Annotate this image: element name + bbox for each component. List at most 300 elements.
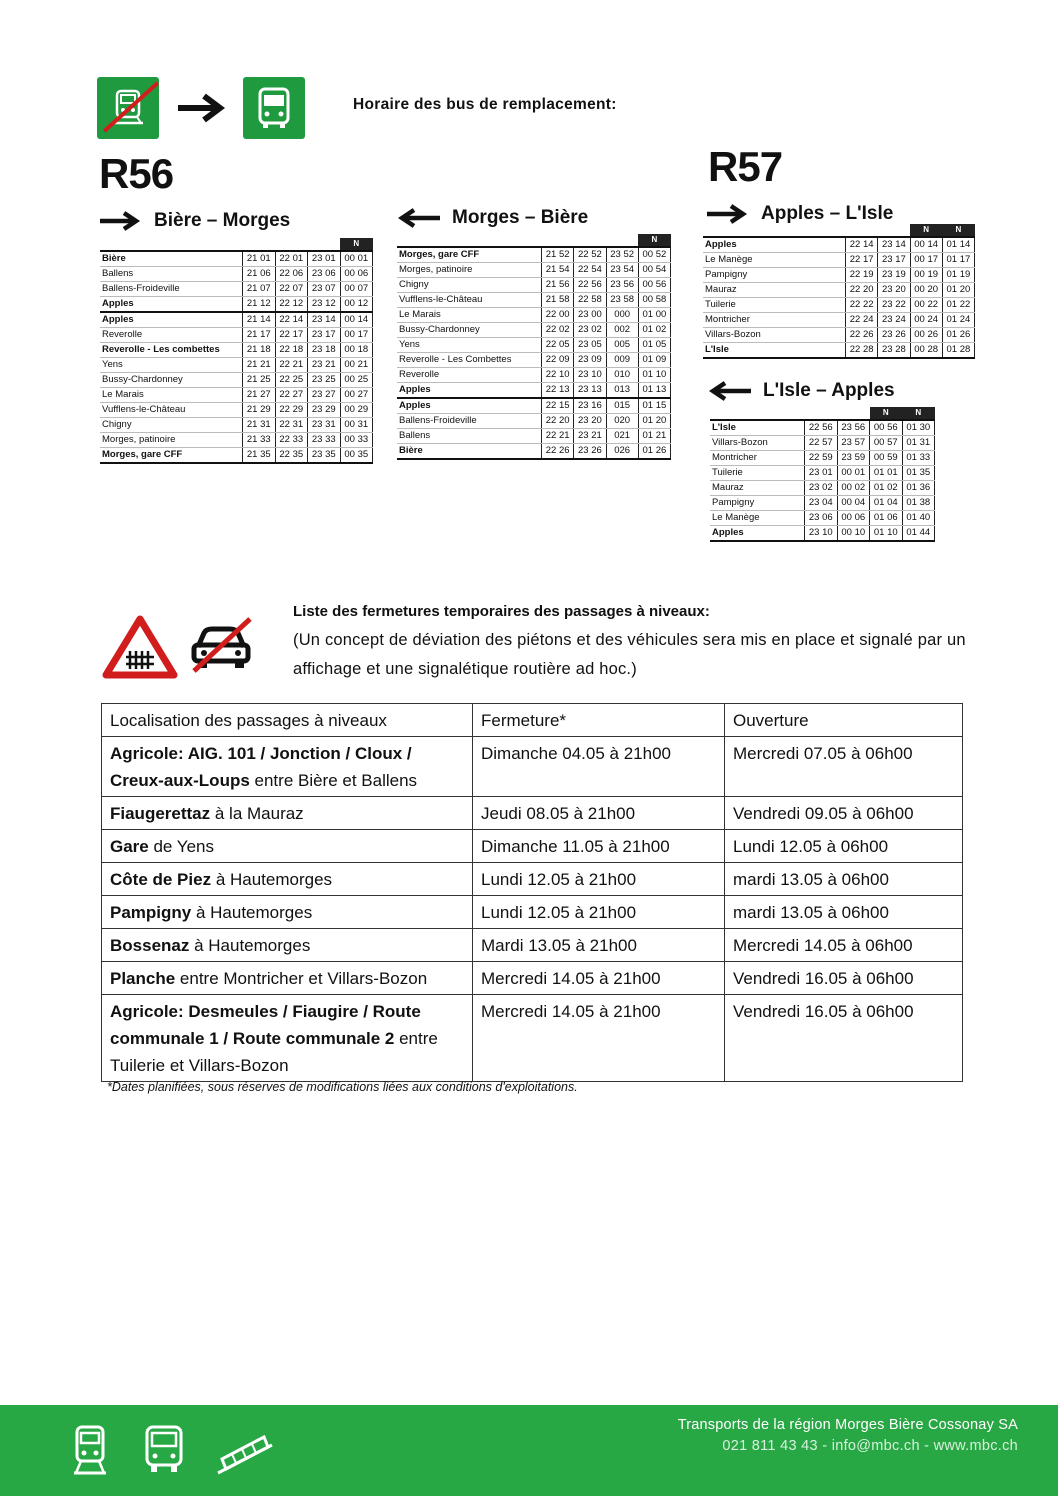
departure-time: 22 33	[275, 433, 308, 448]
departure-time: 22 20	[542, 414, 574, 429]
departure-time: 23 17	[878, 253, 910, 268]
departure-time: 22 35	[275, 448, 308, 464]
stop-name: Yens	[397, 338, 542, 353]
location-cell	[102, 863, 473, 896]
night-service-badge: N	[942, 224, 974, 237]
departure-time: 000	[606, 308, 638, 323]
stop-name: Mauraz	[703, 283, 846, 298]
timetable-row	[100, 388, 373, 403]
timetable-row	[397, 293, 671, 308]
night-service-badge: N	[902, 407, 935, 420]
departure-time: 00 35	[340, 448, 373, 464]
departure-time: 22 01	[275, 251, 308, 267]
departure-time: 013	[606, 383, 638, 399]
departure-time: 22 19	[846, 268, 878, 283]
closures-note: (Un concept de déviation des piétons et des véhicules sera mis en place et signalé par un affichage et une signalétique routière ad hoc.)	[293, 631, 966, 678]
stop-name: Morges, gare CFF	[100, 448, 243, 464]
location-cell	[102, 896, 473, 929]
departure-time: 22 00	[542, 308, 574, 323]
stop-name: Reverolle - Les combettes	[100, 343, 243, 358]
timetable-row	[397, 278, 671, 293]
timetable-row	[100, 373, 373, 388]
departure-time: 01 36	[902, 481, 935, 496]
closing-date: Mardi 13.05 à 21h00	[473, 929, 725, 962]
departure-time: 00 14	[910, 237, 942, 253]
timetable-row	[710, 466, 935, 481]
night-label-row	[100, 238, 373, 251]
departure-time: 22 27	[275, 388, 308, 403]
departure-time: 00 54	[638, 263, 670, 278]
closing-date: Dimanche 11.05 à 21h00	[473, 830, 725, 863]
opening-date: Vendredi 16.05 à 06h00	[725, 995, 963, 1082]
footer-contact: 021 811 43 43 - info@mbc.ch - www.mbc.ch	[722, 1438, 1018, 1454]
departure-time: 22 21	[542, 429, 574, 444]
departure-time: 01 01	[870, 466, 903, 481]
header-spacer	[837, 407, 870, 420]
departure-time: 22 25	[275, 373, 308, 388]
departure-time: 23 13	[574, 383, 606, 399]
departure-time: 23 29	[308, 403, 341, 418]
night-service-badge: N	[870, 407, 903, 420]
location-name: Agricole: Desmeules / Fiaugire / Route communale 1 / Route communale 2	[110, 1002, 421, 1048]
timetable-row	[397, 383, 671, 399]
stop-name: Morges, patinoire	[397, 263, 542, 278]
departure-time: 00 56	[870, 420, 903, 436]
location-detail: à Hautemorges	[211, 870, 333, 889]
departure-time: 22 06	[275, 267, 308, 282]
night-label-row	[703, 224, 975, 237]
departure-time: 21 21	[243, 358, 276, 373]
departure-time: 23 04	[805, 496, 838, 511]
departure-time: 23 01	[308, 251, 341, 267]
departure-time: 23 33	[308, 433, 341, 448]
direction-title-r56-out	[100, 210, 290, 232]
stop-name: Apples	[100, 297, 243, 313]
departure-time: 01 21	[638, 429, 670, 444]
departure-time: 23 18	[308, 343, 341, 358]
departure-time: 020	[606, 414, 638, 429]
table-row	[102, 797, 963, 830]
table-row	[102, 995, 963, 1082]
departure-time: 23 35	[308, 448, 341, 464]
stop-name: Bussy-Chardonney	[100, 373, 243, 388]
departure-time: 22 57	[805, 436, 838, 451]
departure-time: 021	[606, 429, 638, 444]
departure-time: 22 02	[542, 323, 574, 338]
timetable-row	[100, 282, 373, 297]
level-crossing-warning-icon	[102, 615, 178, 679]
departure-time: 23 02	[805, 481, 838, 496]
departure-time: 22 21	[275, 358, 308, 373]
departure-time: 23 28	[878, 343, 910, 359]
arrow-right-icon	[707, 204, 749, 224]
stop-name: Montricher	[710, 451, 805, 466]
timetable-row	[100, 312, 373, 328]
location-cell	[102, 797, 473, 830]
column-header: Localisation des passages à niveaux	[102, 704, 473, 737]
departure-time: 01 28	[942, 343, 974, 359]
timetable-row	[703, 298, 975, 313]
departure-time: 22 17	[846, 253, 878, 268]
schedule-title: Horaire des bus de remplacement:	[353, 96, 617, 113]
night-service-badge: N	[340, 238, 373, 251]
timetable-row	[710, 451, 935, 466]
departure-time: 00 07	[340, 282, 373, 297]
table-row	[102, 962, 963, 995]
closures-heading: Liste des fermetures temporaires des passages à niveaux:	[293, 603, 710, 620]
departure-time: 01 30	[902, 420, 935, 436]
departure-time: 00 58	[638, 293, 670, 308]
closing-date: Mercredi 14.05 à 21h00	[473, 962, 725, 995]
timetable-row	[710, 481, 935, 496]
night-service-badge: N	[910, 224, 942, 237]
departure-time: 00 02	[837, 481, 870, 496]
footer-bar	[0, 1405, 1058, 1496]
departure-time: 21 31	[243, 418, 276, 433]
departure-time: 002	[606, 323, 638, 338]
departure-time: 23 57	[837, 436, 870, 451]
departure-time: 01 10	[638, 368, 670, 383]
direction-label: L'Isle – Apples	[763, 380, 895, 401]
stop-name: Montricher	[703, 313, 846, 328]
departure-time: 23 24	[878, 313, 910, 328]
departure-time: 01 05	[638, 338, 670, 353]
stop-name: Tuilerie	[710, 466, 805, 481]
departure-time: 00 17	[910, 253, 942, 268]
departure-time: 005	[606, 338, 638, 353]
departure-time: 23 17	[308, 328, 341, 343]
timetable-r56-inbound	[397, 234, 671, 460]
departure-time: 00 24	[910, 313, 942, 328]
table-row	[102, 737, 963, 797]
direction-label: Bière – Morges	[154, 210, 291, 231]
stop-name: Chigny	[100, 418, 243, 433]
departure-time: 00 52	[638, 247, 670, 263]
departure-time: 21 52	[542, 247, 574, 263]
timetable-row	[397, 353, 671, 368]
header-spacer	[710, 407, 805, 420]
departure-time: 21 06	[243, 267, 276, 282]
timetable-row	[397, 338, 671, 353]
stop-name: Apples	[710, 526, 805, 542]
departure-time: 00 04	[837, 496, 870, 511]
direction-title-r56-in	[398, 207, 588, 229]
car-crossed-icon	[188, 615, 254, 675]
location-detail: entre Bière et Ballens	[249, 771, 418, 790]
stop-name: Apples	[703, 237, 846, 253]
departure-time: 009	[606, 353, 638, 368]
table-row	[102, 863, 963, 896]
direction-label: Morges – Bière	[452, 207, 589, 228]
departure-time: 00 22	[910, 298, 942, 313]
departure-time: 22 31	[275, 418, 308, 433]
timetable-row	[710, 511, 935, 526]
location-detail: de Yens	[148, 837, 214, 856]
arrow-left-icon	[709, 381, 751, 401]
table-row	[102, 929, 963, 962]
header-spacer	[275, 238, 308, 251]
departure-time: 00 29	[340, 403, 373, 418]
departure-time: 23 27	[308, 388, 341, 403]
timetable-row	[703, 237, 975, 253]
stop-name: Reverolle	[100, 328, 243, 343]
departure-time: 21 29	[243, 403, 276, 418]
departure-time: 21 56	[542, 278, 574, 293]
departure-time: 23 14	[878, 237, 910, 253]
departure-time: 23 56	[606, 278, 638, 293]
table-header-row	[102, 704, 963, 737]
departure-time: 23 09	[574, 353, 606, 368]
location-detail: à la Mauraz	[210, 804, 304, 823]
footer-org-name: Transports de la région Morges Bière Cossonay SA	[677, 1417, 1018, 1433]
departure-time: 010	[606, 368, 638, 383]
departure-time: 22 20	[846, 283, 878, 298]
departure-time: 23 26	[574, 444, 606, 460]
departure-time: 00 18	[340, 343, 373, 358]
train-crossed-icon	[97, 77, 159, 139]
stop-name: Ballens-Froideville	[397, 414, 542, 429]
departure-time: 23 02	[574, 323, 606, 338]
header-spacer	[805, 407, 838, 420]
stop-name: Villars-Bozon	[703, 328, 846, 343]
departure-time: 01 44	[902, 526, 935, 542]
departure-time: 00 10	[837, 526, 870, 542]
stop-name: Morges, gare CFF	[397, 247, 542, 263]
departure-time: 01 22	[942, 298, 974, 313]
departure-time: 01 00	[638, 308, 670, 323]
stop-name: Apples	[100, 312, 243, 328]
column-header: Fermeture*	[473, 704, 725, 737]
timetable-row	[710, 420, 935, 436]
stop-name: L'Isle	[703, 343, 846, 359]
departure-time: 23 21	[308, 358, 341, 373]
opening-date: Mercredi 14.05 à 06h00	[725, 929, 963, 962]
departure-time: 23 10	[805, 526, 838, 542]
departure-time: 22 18	[275, 343, 308, 358]
departure-time: 22 28	[846, 343, 878, 359]
departure-time: 21 17	[243, 328, 276, 343]
departure-time: 22 05	[542, 338, 574, 353]
departure-time: 01 26	[638, 444, 670, 460]
location-detail: à Hautemorges	[191, 903, 313, 922]
departure-time: 00 27	[340, 388, 373, 403]
departure-time: 21 58	[542, 293, 574, 308]
departure-time: 01 02	[638, 323, 670, 338]
stop-name: Yens	[100, 358, 243, 373]
table-row	[102, 830, 963, 863]
departure-time: 01 35	[902, 466, 935, 481]
header-spacer	[243, 238, 276, 251]
departure-time: 01 14	[942, 237, 974, 253]
departure-time: 026	[606, 444, 638, 460]
departure-time: 00 06	[837, 511, 870, 526]
timetable-row	[703, 328, 975, 343]
departure-time: 00 57	[870, 436, 903, 451]
departure-time: 23 21	[574, 429, 606, 444]
departure-time: 23 25	[308, 373, 341, 388]
departure-time: 22 26	[846, 328, 878, 343]
timetable-r57-outbound	[703, 224, 975, 359]
departure-time: 01 38	[902, 496, 935, 511]
arrow-left-icon	[398, 208, 440, 228]
stop-name: Vufflens-le-Château	[100, 403, 243, 418]
header-spacer	[542, 234, 574, 247]
departure-time: 01 33	[902, 451, 935, 466]
route-code-r56: R56	[99, 150, 174, 197]
departure-time: 22 56	[805, 420, 838, 436]
departure-time: 23 56	[837, 420, 870, 436]
closures-table	[101, 703, 963, 1082]
departure-time: 23 20	[878, 283, 910, 298]
timetable-row	[100, 297, 373, 313]
stop-name: Apples	[397, 383, 542, 399]
stop-name: Ballens	[100, 267, 243, 282]
departure-time: 01 19	[942, 268, 974, 283]
table-row	[102, 896, 963, 929]
departure-time: 23 06	[308, 267, 341, 282]
departure-time: 23 07	[308, 282, 341, 297]
timetable-row	[397, 444, 671, 460]
departure-time: 21 27	[243, 388, 276, 403]
closing-date: Lundi 12.05 à 21h00	[473, 863, 725, 896]
header-spacer	[846, 224, 878, 237]
departure-time: 015	[606, 398, 638, 414]
stop-name: Vufflens-le-Château	[397, 293, 542, 308]
opening-date: mardi 13.05 à 06h00	[725, 896, 963, 929]
departure-time: 21 54	[542, 263, 574, 278]
departure-time: 23 19	[878, 268, 910, 283]
timetable-row	[703, 268, 975, 283]
location-name: Planche	[110, 969, 176, 988]
departure-time: 23 05	[574, 338, 606, 353]
departure-time: 01 24	[942, 313, 974, 328]
location-detail: entre Tuilerie et Villars-Bozon	[110, 1029, 438, 1075]
stop-name: Bière	[100, 251, 243, 267]
night-service-badge: N	[638, 234, 670, 247]
header-spacer	[100, 238, 243, 251]
timetable-row	[703, 253, 975, 268]
location-name: Gare	[110, 837, 149, 856]
timetable-row	[703, 313, 975, 328]
timetable-row	[100, 403, 373, 418]
departure-time: 23 22	[878, 298, 910, 313]
timetable-row	[100, 251, 373, 267]
location-name: Bossenaz	[110, 936, 190, 955]
departure-time: 01 02	[870, 481, 903, 496]
header-spacer	[606, 234, 638, 247]
header-spacer	[574, 234, 606, 247]
departure-time: 22 29	[275, 403, 308, 418]
stop-name: Reverolle	[397, 368, 542, 383]
departure-time: 00 19	[910, 268, 942, 283]
departure-time: 22 12	[275, 297, 308, 313]
departure-time: 23 58	[606, 293, 638, 308]
timetable-row	[397, 368, 671, 383]
opening-date: Vendredi 09.05 à 06h00	[725, 797, 963, 830]
departure-time: 01 26	[942, 328, 974, 343]
timetable-r56-outbound	[100, 238, 373, 464]
departure-time: 22 15	[542, 398, 574, 414]
location-cell	[102, 929, 473, 962]
timetable-row	[397, 398, 671, 414]
stop-name: Bière	[397, 444, 542, 460]
departure-time: 22 56	[574, 278, 606, 293]
stop-name: Le Marais	[397, 308, 542, 323]
stop-name: Morges, patinoire	[100, 433, 243, 448]
timetable-row	[100, 448, 373, 464]
timetable-row	[397, 263, 671, 278]
timetable-row	[703, 343, 975, 359]
header-spacer	[308, 238, 341, 251]
footnote: *Dates planifiées, sous réserves de modifications liées aux conditions d'exploitations.	[107, 1080, 578, 1094]
direction-label: Apples – L'Isle	[761, 203, 894, 224]
timetable-row	[397, 308, 671, 323]
departure-time: 21 18	[243, 343, 276, 358]
departure-time: 23 31	[308, 418, 341, 433]
opening-date: Lundi 12.05 à 06h00	[725, 830, 963, 863]
departure-time: 01 20	[942, 283, 974, 298]
location-cell	[102, 995, 473, 1082]
departure-time: 21 14	[243, 312, 276, 328]
arrow-right-icon	[176, 92, 226, 124]
stop-name: Reverolle - Les Combettes	[397, 353, 542, 368]
departure-time: 01 06	[870, 511, 903, 526]
stop-name: Ballens	[397, 429, 542, 444]
departure-time: 21 33	[243, 433, 276, 448]
stop-name: Le Manège	[703, 253, 846, 268]
departure-time: 22 14	[846, 237, 878, 253]
closing-date: Mercredi 14.05 à 21h00	[473, 995, 725, 1082]
departure-time: 23 12	[308, 297, 341, 313]
timetable-row	[100, 433, 373, 448]
arrow-right-icon	[100, 211, 142, 231]
location-detail: à Hautemorges	[189, 936, 311, 955]
timetable-row	[397, 323, 671, 338]
departure-time: 22 14	[275, 312, 308, 328]
timetable-row	[100, 358, 373, 373]
closing-date: Jeudi 08.05 à 21h00	[473, 797, 725, 830]
departure-time: 21 25	[243, 373, 276, 388]
departure-time: 23 14	[308, 312, 341, 328]
stop-name: Tuilerie	[703, 298, 846, 313]
stop-name: Ballens-Froideville	[100, 282, 243, 297]
departure-time: 22 26	[542, 444, 574, 460]
departure-time: 00 28	[910, 343, 942, 359]
departure-time: 00 20	[910, 283, 942, 298]
direction-title-r57-in	[709, 380, 895, 402]
departure-time: 23 59	[837, 451, 870, 466]
stop-name: Pampigny	[703, 268, 846, 283]
location-name: Fiaugerettaz	[110, 804, 211, 823]
header-spacer	[397, 234, 542, 247]
departure-time: 21 12	[243, 297, 276, 313]
departure-time: 01 15	[638, 398, 670, 414]
header-spacer	[703, 224, 846, 237]
timetable-row	[100, 343, 373, 358]
departure-time: 01 13	[638, 383, 670, 399]
timetable-row	[397, 429, 671, 444]
departure-time: 01 17	[942, 253, 974, 268]
stop-name: Villars-Bozon	[710, 436, 805, 451]
opening-date: Vendredi 16.05 à 06h00	[725, 962, 963, 995]
route-code-r57: R57	[708, 143, 783, 190]
timetable-r57-inbound	[710, 407, 935, 542]
departure-time: 01 40	[902, 511, 935, 526]
timetable-row	[100, 328, 373, 343]
stop-name: Le Manège	[710, 511, 805, 526]
timetable-row	[710, 526, 935, 542]
location-name: Agricole: AIG. 101 / Jonction / Cloux / Creux-aux-Loups	[110, 744, 412, 790]
